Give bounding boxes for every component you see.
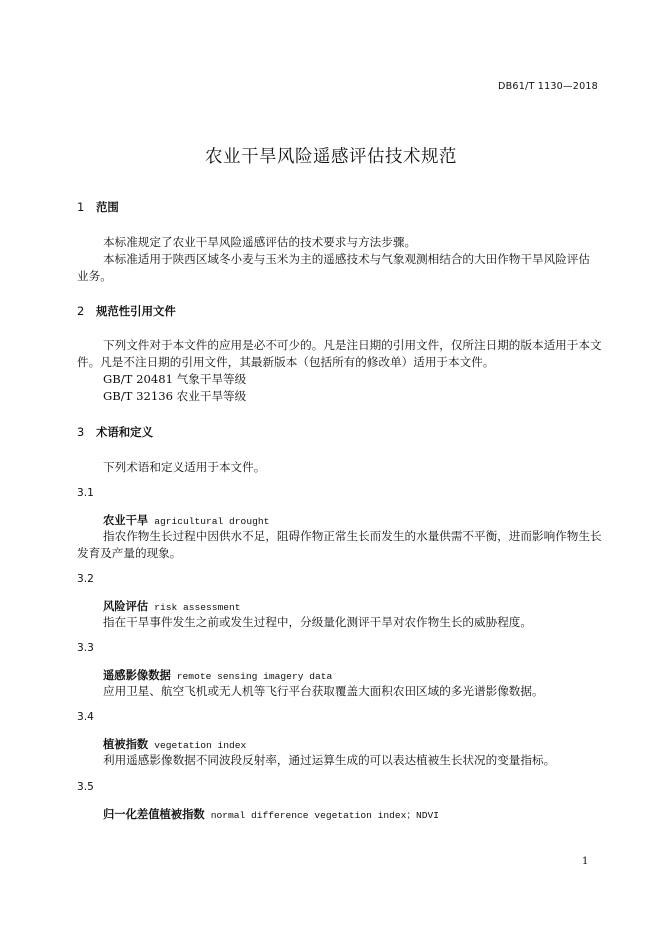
document-title: 农业干旱风险遥感评估技术规范: [205, 147, 457, 167]
reference-item: GB/T 32136 农业干旱等级: [103, 389, 247, 403]
section-1-paragraph-1-line-1: 本标准规定了农业干旱风险遥感评估的技术要求与方法步骤。: [103, 235, 417, 249]
term-english: vegetation index: [154, 740, 247, 751]
term-number: 3.3: [77, 642, 94, 654]
term-chinese: 遥感影像数据: [103, 669, 171, 682]
term-title: [103, 806, 439, 823]
section-1-paragraph-2-line-1: 本标准适用于陕西区域冬小麦与玉米为主的遥感技术与气象观测相结合的大田作物干旱风险评估: [103, 252, 590, 266]
term-chinese: 植被指数: [103, 738, 149, 751]
section-2-number: 2: [77, 304, 85, 318]
section-3-intro: 下列术语和定义适用于本文件。: [103, 460, 266, 474]
term-definition-line: 指在干旱事件发生之前或发生过程中，分级量化测评干旱对农作物生长的威胁程度。: [103, 615, 532, 629]
section-1-paragraph-2-line-2: 业务。: [77, 269, 112, 283]
term-english: risk assessment: [154, 602, 241, 613]
standard-code: DB61/T 1130—2018: [498, 81, 598, 92]
term-definition-line: 发育及产量的现象。: [77, 546, 182, 560]
term-chinese: 归一化差值植被指数: [103, 808, 205, 821]
section-2-paragraph-line-1: 下列文件对于本文件的应用是必不可少的。凡是注日期的引用文件，仅所注日期的版本适用于本文: [103, 338, 602, 352]
section-2-paragraph-line-2: 件。凡是不注日期的引用文件，其最新版本（包括所有的修改单）适用于本文件。: [77, 355, 495, 369]
term-definition-line: 指农作物生长过程中因供水不足，阻碍作物正常生长而发生的水量供需不平衡，进而影响作物生长: [103, 529, 602, 543]
term-number: 3.5: [77, 781, 94, 793]
term-title: [103, 512, 269, 529]
section-1-number: 1: [77, 200, 85, 214]
reference-item: GB/T 20481 气象干旱等级: [103, 372, 247, 386]
section-3-heading: 术语和定义: [96, 425, 153, 439]
term-chinese: 风险评估: [103, 600, 149, 613]
section-2-heading: 规范性引用文件: [96, 304, 176, 318]
section-1-heading: 范围: [96, 200, 119, 214]
term-definition-line: 应用卫星、航空飞机或无人机等飞行平台获取覆盖大面积农田区域的多光谱影像数据。: [103, 684, 544, 698]
term-title: [103, 667, 332, 684]
term-title: [103, 736, 246, 753]
term-english: agricultural drought: [154, 516, 270, 527]
term-title: [103, 598, 241, 615]
term-number: 3.4: [77, 711, 94, 723]
term-number: 3.2: [77, 573, 94, 585]
term-number: 3.1: [77, 487, 94, 499]
term-chinese: 农业干旱: [103, 514, 149, 527]
term-english: remote sensing imagery data: [176, 671, 333, 682]
term-definition-line: 利用遥感影像数据不同波段反射率，通过运算生成的可以表达植被生长状况的变量指标。: [103, 753, 556, 767]
page-number: 1: [582, 856, 589, 867]
section-3-number: 3: [77, 425, 85, 439]
term-english: normal difference vegetation index；NDVI: [210, 810, 440, 821]
